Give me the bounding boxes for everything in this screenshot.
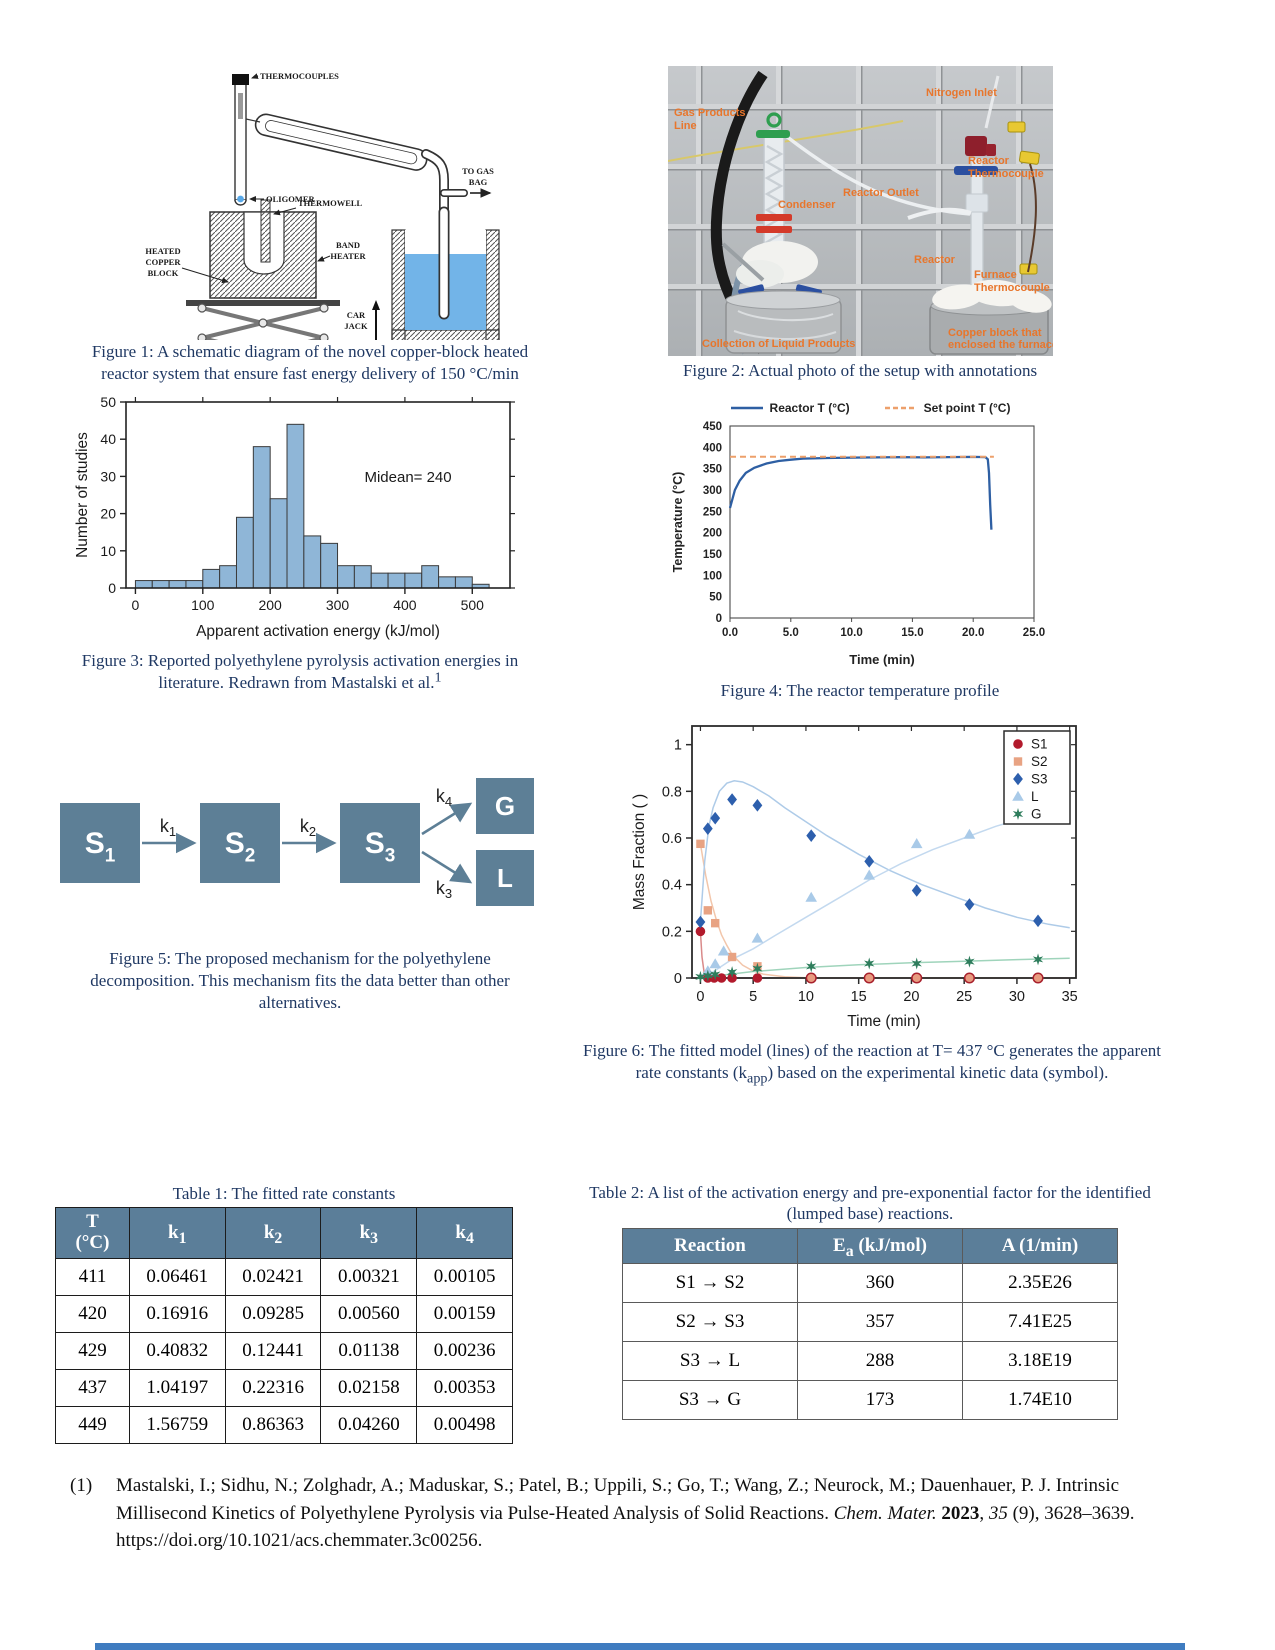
svg-text:L: L xyxy=(497,862,513,893)
fit-line-S2 xyxy=(700,844,1069,978)
figure1-schematic-svg xyxy=(60,62,620,340)
histogram-bars xyxy=(135,424,489,588)
table1-header: $k_2$ xyxy=(225,1208,321,1259)
table1-cell: 0.00321 xyxy=(321,1259,417,1296)
legend-label: G xyxy=(1031,806,1042,822)
table1-cell: 420 xyxy=(56,1296,130,1333)
table1-cell: 0.16916 xyxy=(129,1296,225,1333)
svg-text:S2: $S_2$ xyxy=(224,827,256,867)
svg-text:THERMOCOUPLES: THERMOCOUPLES xyxy=(260,71,339,81)
edge-k3 xyxy=(422,852,470,882)
table1-cell: 0.04260 xyxy=(321,1407,417,1444)
legend xyxy=(1004,731,1070,824)
svg-text:BANDHEATER: BAND HEATER xyxy=(330,240,366,261)
table2-wrap xyxy=(560,1228,1180,1420)
svg-text:35: 35 xyxy=(1061,989,1078,1005)
condenser-tube xyxy=(254,112,429,172)
svg-text:20: 20 xyxy=(903,989,920,1005)
svg-text:5.0: 5.0 xyxy=(782,627,799,639)
figure6-caption: Figure 6: The fitted model (lines) of the reaction at T= 437 °C generates the apparent rate constants $(k_{app})$ based on the experimental kinetic data (symbol). xyxy=(583,1041,1161,1087)
y-axis-label: Temperature (°C) xyxy=(671,471,685,573)
svg-text:15: 15 xyxy=(850,989,867,1005)
figure4-caption: Figure 4: The reactor temperature profile xyxy=(720,681,1000,700)
series-S3 xyxy=(696,793,1043,928)
figure2-photo xyxy=(668,66,1053,356)
table2-cell: 173 xyxy=(798,1380,963,1419)
table2-cell: 3.18E19 xyxy=(963,1341,1118,1380)
svg-text:20.0: 20.0 xyxy=(962,627,985,639)
svg-text:450: 450 xyxy=(702,421,722,433)
svg-text:S1: $S_1$ xyxy=(84,827,116,867)
series-L xyxy=(702,814,1044,976)
table1-cell: 0.86363 xyxy=(225,1407,321,1444)
table1 xyxy=(55,1207,513,1444)
svg-text:100: 100 xyxy=(702,570,722,583)
ice-bath xyxy=(392,212,499,340)
y-axis-label: Mass Fraction ( ) xyxy=(631,793,648,911)
figure5-mechanism-svg xyxy=(52,778,552,906)
figure2-photo-svg xyxy=(668,66,1053,356)
svg-text:10: 10 xyxy=(797,989,815,1005)
x-axis-label: Time (min) xyxy=(849,652,915,667)
table2-row xyxy=(623,1380,1118,1419)
table1-cell: 449 xyxy=(56,1407,130,1444)
svg-text:HEATEDCOPPERBLOCK: HEATED COPPER BLOCK xyxy=(145,246,181,278)
legend-label: S1 xyxy=(1031,736,1048,752)
figure4-legend xyxy=(700,398,1040,418)
svg-text:CARJACK: CAR JACK xyxy=(344,310,368,331)
series-S2 xyxy=(696,840,761,971)
svg-text:50: 50 xyxy=(100,394,116,410)
table1-cell: 0.02158 xyxy=(321,1370,417,1407)
svg-text:Reactor: Reactor xyxy=(914,254,955,266)
svg-text:0.8: 0.8 xyxy=(661,784,682,801)
figure2-caption: Figure 2: Actual photo of the setup with annotations xyxy=(682,361,1038,380)
table1-title: Table 1: The fitted rate constants xyxy=(172,1184,396,1203)
table1-cell: 0.01138 xyxy=(321,1333,417,1370)
svg-text:0: 0 xyxy=(108,580,116,596)
table1-row xyxy=(56,1333,513,1370)
svg-text:0.6: 0.6 xyxy=(661,831,682,847)
legend-label: Set point T (°C) xyxy=(923,401,1011,415)
fit-line-L xyxy=(700,805,1069,978)
table1-wrap xyxy=(55,1207,513,1444)
table1-row xyxy=(56,1407,513,1444)
volume-number: 35 xyxy=(988,1502,1008,1524)
svg-text:10: 10 xyxy=(100,542,116,559)
reference-entry xyxy=(70,1472,1205,1555)
svg-text:0.4: 0.4 xyxy=(661,877,682,894)
table1-cell: 0.40832 xyxy=(129,1333,225,1370)
experimental-data-points xyxy=(695,793,1044,983)
reaction-arrow-icon: → xyxy=(700,1310,720,1332)
svg-text:150: 150 xyxy=(702,549,722,561)
table1-row xyxy=(56,1259,513,1296)
figure1-caption-line2: reactor system that ensure fast energy delivery of 150 °C/min xyxy=(101,363,519,383)
svg-text:50: 50 xyxy=(709,591,722,604)
svg-text:THERMOWELL: THERMOWELL xyxy=(298,198,363,208)
figure6-kinetics-chart xyxy=(628,712,1090,1034)
figure5-mechanism xyxy=(52,778,552,906)
table1-cell: 0.00105 xyxy=(417,1259,513,1296)
svg-text:200: 200 xyxy=(258,597,282,613)
thermocouple-tube xyxy=(232,74,249,205)
svg-text:OLIGOMER: OLIGOMER xyxy=(266,194,315,204)
svg-text:20: 20 xyxy=(100,505,116,522)
table1-cell: 0.02421 xyxy=(225,1259,321,1296)
svg-text:30: 30 xyxy=(100,468,116,485)
reference-text: Mastalski, I.; Sidhu, N.; Zolghadr, A.; Maduskar, S.; Patel, B.; Uppili, S.; Go, T.; Wang, Z.; Neurock, M.; Dauenhauer, P. J. Intrinsic Millisecond Kinetics of Polyethylene Pyrolysis via Pulse-Heated Analysis of Solid Reactions. Chem. Mater. 2023, 35 (9), 3628–3639. https://doi.org/10.1021/acs.chemmater.3c00256. xyxy=(116,1475,1135,1552)
table2-cell: 2.35E26 xyxy=(963,1263,1118,1302)
legend-entry xyxy=(730,401,850,415)
svg-text:Collection of Liquid Products: Collection of Liquid Products xyxy=(702,338,856,350)
table1-cell: 437 xyxy=(56,1370,130,1407)
table2 xyxy=(622,1228,1118,1420)
reaction-arrow-icon: → xyxy=(703,1388,723,1410)
figure3-caption-line2: literature. Redrawn from Mastalski et al.$^1$ xyxy=(158,669,442,692)
legend-label: Reactor T (°C) xyxy=(769,401,850,415)
label-k2: $k_2$ xyxy=(299,816,317,839)
table2-cell: S1 → S2 xyxy=(623,1263,798,1302)
car-jack xyxy=(186,300,340,340)
svg-text:1: 1 xyxy=(673,737,682,754)
table2-header: A (1/min) xyxy=(963,1228,1118,1263)
oligomer-droplet xyxy=(237,196,244,203)
table2-header: Reaction xyxy=(623,1228,798,1263)
svg-text:0.0: 0.0 xyxy=(722,627,738,639)
svg-text:400: 400 xyxy=(393,597,417,613)
figure1-caption xyxy=(70,341,550,385)
svg-text:10.0: 10.0 xyxy=(840,627,863,639)
table2-row xyxy=(623,1302,1118,1341)
svg-text:Gas ProductsLine: Gas Products Line xyxy=(674,107,746,132)
svg-text:0: 0 xyxy=(715,613,722,625)
table1-cell: 0.09285 xyxy=(225,1296,321,1333)
figure4-chart-svg xyxy=(668,420,1048,670)
node-s2 xyxy=(200,803,280,883)
table1-cell: 0.12441 xyxy=(225,1333,321,1370)
table1-block xyxy=(55,1183,513,1444)
thermowell-finger xyxy=(261,200,270,262)
table2-cell: 7.41E25 xyxy=(963,1302,1118,1341)
table1-cell: 0.00498 xyxy=(417,1407,513,1444)
series-reactor xyxy=(730,457,991,530)
reaction-arrow-icon: → xyxy=(704,1349,724,1371)
table2-cell: S2 → S3 xyxy=(623,1302,798,1341)
table1-row xyxy=(56,1296,513,1333)
table2-row xyxy=(623,1341,1118,1380)
svg-text:TO GASBAG: TO GAS BAG xyxy=(462,166,494,187)
table1-cell: 0.22316 xyxy=(225,1370,321,1407)
table2-cell: 360 xyxy=(798,1263,963,1302)
svg-text:15.0: 15.0 xyxy=(901,627,924,639)
svg-text:Copper block thatenclosed the: Copper block that enclosed the furnace xyxy=(948,327,1053,351)
legend-label: S3 xyxy=(1031,771,1048,787)
svg-text:S3: $S_3$ xyxy=(364,827,396,867)
table2-cell: S3 → L xyxy=(623,1341,798,1380)
figure1-caption-line1: Figure 1: A schematic diagram of the novel copper-block heated xyxy=(91,342,529,361)
bottom-blue-strip xyxy=(95,1643,1185,1650)
svg-text:500: 500 xyxy=(460,597,484,613)
svg-text:25: 25 xyxy=(956,989,973,1005)
svg-text:300: 300 xyxy=(325,597,350,613)
svg-text:0.2: 0.2 xyxy=(661,924,682,941)
svg-text:25.0: 25.0 xyxy=(1022,627,1046,639)
svg-text:0: 0 xyxy=(131,597,140,613)
svg-text:Condenser: Condenser xyxy=(778,199,836,211)
heated-copper-block xyxy=(210,200,316,298)
x-axis-label: Time (min) xyxy=(847,1013,921,1030)
svg-text:400: 400 xyxy=(702,442,722,455)
table1-row xyxy=(56,1370,513,1407)
table2-header: $E_a$ (kJ/mol) xyxy=(798,1228,963,1263)
svg-text:30: 30 xyxy=(1008,989,1025,1005)
table1-header: $k_3$ xyxy=(321,1208,417,1259)
svg-text:40: 40 xyxy=(100,431,116,448)
figure4-temperature-chart xyxy=(668,420,1048,670)
table2-title: Table 2: A list of the activation energy and pre-exponential factor for the identified (lumped base) reactions. xyxy=(589,1183,1151,1224)
figure3-histogram-svg xyxy=(72,392,522,644)
label-k4: $k_4$ xyxy=(435,786,453,809)
median-annotation: Midean= 240 xyxy=(364,468,452,486)
table1-cell: 0.06461 xyxy=(129,1259,225,1296)
svg-text:FurnaceThermocouple: Furnace Thermocouple xyxy=(974,269,1050,294)
figure3-histogram xyxy=(72,392,522,644)
reaction-arrow-icon: → xyxy=(700,1271,720,1293)
label-k1: $k_1$ xyxy=(159,816,177,839)
figure5-caption: Figure 5: The proposed mechanism for the polyethylene decomposition. This mechanism fits the data better than other alternatives. xyxy=(90,949,510,1012)
legend-label: S2 xyxy=(1031,754,1048,769)
journal-name: Chem. Mater. xyxy=(833,1502,937,1524)
table2-row xyxy=(623,1263,1118,1302)
svg-text:0: 0 xyxy=(696,989,705,1005)
yellow-connector xyxy=(1008,122,1025,132)
figure1-schematic xyxy=(60,62,620,340)
svg-text:350: 350 xyxy=(702,463,722,476)
svg-text:5: 5 xyxy=(749,989,758,1005)
table2-cell: 357 xyxy=(798,1302,963,1341)
svg-text:Reactor Outlet: Reactor Outlet xyxy=(843,187,919,199)
svg-text:200: 200 xyxy=(702,527,722,540)
reference-superscript: 1 xyxy=(434,669,442,686)
green-clamp xyxy=(756,130,790,138)
table1-cell: 1.04197 xyxy=(129,1370,225,1407)
table1-cell: 411 xyxy=(56,1259,130,1296)
table1-cell: 0.00159 xyxy=(417,1296,513,1333)
table1-cell: 429 xyxy=(56,1333,130,1370)
svg-text:300: 300 xyxy=(702,485,722,497)
table2-cell: S3 → G xyxy=(623,1380,798,1419)
svg-text:G: G xyxy=(494,790,516,821)
label-k3: $k_3$ xyxy=(435,878,453,901)
figure6-chart-svg xyxy=(628,712,1090,1034)
y-axis-label: Number of studies xyxy=(74,432,91,558)
figure3-caption xyxy=(60,650,540,694)
table1-header: $k_4$ xyxy=(417,1208,513,1259)
table2-cell: 288 xyxy=(798,1341,963,1380)
table1-header: T (°C) xyxy=(56,1208,130,1259)
table1-cell: 0.00560 xyxy=(321,1296,417,1333)
node-s3 xyxy=(340,803,420,883)
publication-year: 2023 xyxy=(941,1502,980,1524)
node-s1 xyxy=(60,803,140,883)
svg-text:250: 250 xyxy=(702,506,722,519)
reactor-cap xyxy=(965,136,987,156)
table1-header: $k_1$ xyxy=(129,1208,225,1259)
kapp-subscript: app xyxy=(747,1070,768,1087)
svg-text:Nitrogen Inlet: Nitrogen Inlet xyxy=(926,87,997,99)
red-clamp xyxy=(756,214,792,221)
table1-cell: 1.56759 xyxy=(129,1407,225,1444)
x-axis-label: Apparent activation energy (kJ/mol) xyxy=(196,623,440,640)
table1-cell: 0.00236 xyxy=(417,1333,513,1370)
node-l xyxy=(476,850,534,906)
reference-number: (1) xyxy=(70,1475,93,1496)
table1-cell: 0.00353 xyxy=(417,1370,513,1407)
svg-text:100: 100 xyxy=(191,597,215,613)
node-g xyxy=(476,778,534,834)
figure3-caption-line1: Figure 3: Reported polyethylene pyrolysis activation energies in xyxy=(81,651,519,670)
svg-text:ReactorThermocouple: Reactor Thermocouple xyxy=(968,155,1044,180)
svg-text:0: 0 xyxy=(673,971,682,987)
table2-cell: 1.74E10 xyxy=(963,1380,1118,1419)
legend-label: L xyxy=(1031,789,1039,804)
table2-block xyxy=(560,1182,1180,1420)
legend-entry xyxy=(884,401,1011,415)
